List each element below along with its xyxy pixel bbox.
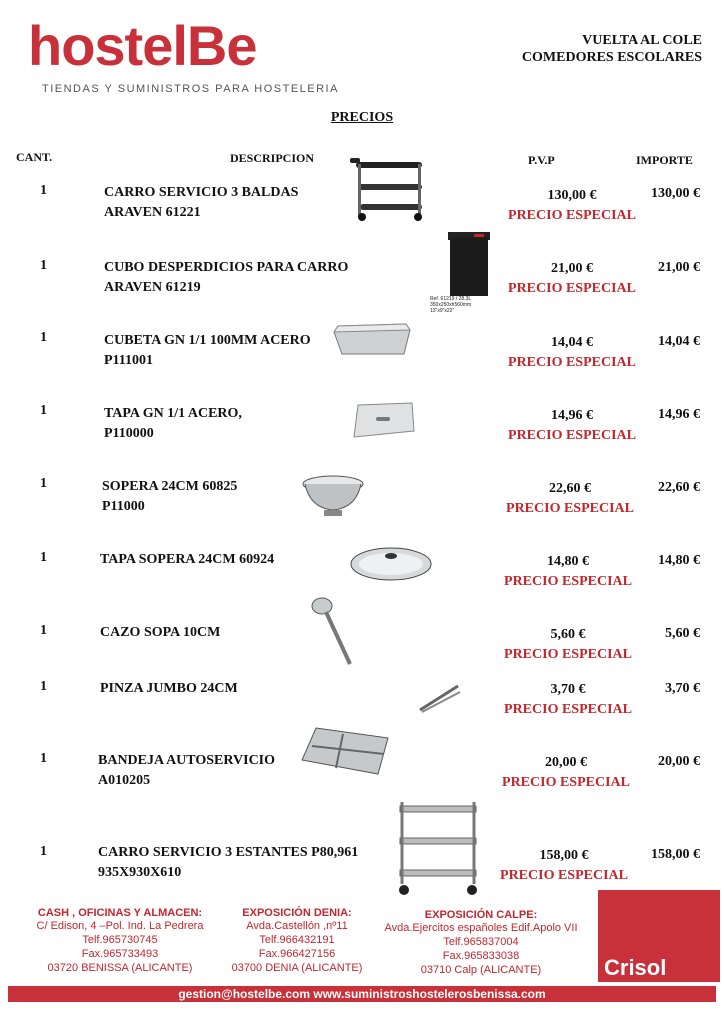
cash-line: Fax.965733493 <box>81 948 159 960</box>
item-description <box>100 550 274 570</box>
item-name: BANDEJA AUTOSERVICIO <box>98 753 276 768</box>
gastronorm-lid-image <box>352 401 416 441</box>
crisol-logo: Crisol <box>604 955 667 980</box>
bin-caption-line: Ref. 61219 / 28,3L <box>430 296 472 302</box>
item-name: SOPERA 24CM 60825 <box>102 479 238 494</box>
item-amount: 5,60 € <box>665 626 700 641</box>
campaign-heading <box>522 32 702 66</box>
item-qty: 1 <box>40 550 47 565</box>
steel-service-cart-image <box>392 800 484 898</box>
item-qty: 1 <box>40 330 47 345</box>
item-name: PINZA JUMBO 24CM <box>100 681 238 696</box>
item-pvp: 5,60 € <box>550 627 586 642</box>
special-price-label: PRECIO ESPECIAL <box>508 355 636 370</box>
item-description <box>104 183 298 223</box>
item-price <box>492 333 652 373</box>
item-pvp: 14,80 € <box>547 554 589 569</box>
waste-bin-image <box>444 230 494 300</box>
item-name: CUBO DESPERDICIOS PARA CARRO <box>104 260 349 275</box>
gastronorm-pan-image <box>330 320 412 358</box>
item-ref: ARAVEN 61221 <box>104 205 201 220</box>
company-tagline: TIENDAS Y SUMINISTROS PARA HOSTELERIA <box>42 83 339 95</box>
item-ref: P111001 <box>104 353 154 368</box>
service-cart-image <box>350 154 430 224</box>
cash-line: C/ Edison, 4 –Pol. Ind. La Pedrera <box>36 920 204 932</box>
item-ref: P110000 <box>104 426 154 441</box>
bin-caption-line: 350x250xh560mm <box>430 302 472 308</box>
item-description <box>100 679 238 699</box>
item-ref: A010205 <box>98 773 151 788</box>
bin-caption-line: 13"x9"x22" <box>430 308 455 314</box>
cash-line: 03720 BENISSA (ALICANTE) <box>47 962 193 974</box>
special-price-label: PRECIO ESPECIAL <box>506 501 634 516</box>
calpe-line: Telf.965837004 <box>443 936 519 948</box>
item-ref: 935X930X610 <box>98 865 182 880</box>
campaign-line-1: VUELTA AL COLE <box>582 33 702 48</box>
item-amount: 14,80 € <box>658 553 700 568</box>
item-price <box>492 259 652 299</box>
item-qty: 1 <box>40 844 47 859</box>
item-qty: 1 <box>40 476 47 491</box>
item-description <box>102 477 237 517</box>
item-qty: 1 <box>40 403 47 418</box>
item-qty: 1 <box>40 751 47 766</box>
cash-line: Telf.965730745 <box>82 934 158 946</box>
item-name: TAPA SOPERA 24CM 60924 <box>100 552 275 567</box>
bin-caption <box>430 296 471 314</box>
item-amount: 22,60 € <box>658 480 700 495</box>
item-qty: 1 <box>40 679 47 694</box>
item-ref: P11000 <box>102 499 145 514</box>
column-description: DESCRIPCION <box>230 151 315 165</box>
cash-address-block <box>20 907 220 975</box>
item-price <box>486 753 646 793</box>
contact-bar: gestion@hostelbe.com www.suministroshostelerosbenissa.com <box>8 986 716 1002</box>
item-ref: ARAVEN 61219 <box>104 280 201 295</box>
item-price <box>490 479 650 519</box>
denia-address-block <box>222 907 372 975</box>
calpe-line: Fax.965833038 <box>442 950 520 962</box>
item-amount: 3,70 € <box>665 681 700 696</box>
item-name: CAZO SOPA 10CM <box>100 625 221 640</box>
item-description <box>100 623 220 643</box>
item-price <box>484 846 644 886</box>
item-qty: 1 <box>40 183 47 198</box>
item-qty: 1 <box>40 258 47 273</box>
self-service-tray-image <box>298 724 394 778</box>
item-amount: 14,96 € <box>658 407 700 422</box>
item-description <box>104 331 311 371</box>
item-amount: 158,00 € <box>651 847 700 862</box>
column-qty: CANT. <box>16 150 53 164</box>
item-amount: 20,00 € <box>658 754 700 769</box>
item-pvp: 158,00 € <box>539 848 589 863</box>
item-amount: 14,04 € <box>658 334 700 349</box>
denia-line: Avda.Castellón ,nº11 <box>246 920 348 932</box>
cash-title: CASH , OFICINAS Y ALMACEN: <box>37 907 203 919</box>
item-amount: 130,00 € <box>651 186 700 201</box>
calpe-line: Avda.Ejercitos españoles Edif.Apolo VII <box>384 922 578 934</box>
campaign-line-2: COMEDORES ESCOLARES <box>521 50 702 65</box>
special-price-label: PRECIO ESPECIAL <box>500 868 628 883</box>
item-pvp: 130,00 € <box>547 188 597 203</box>
item-pvp: 14,04 € <box>551 335 593 350</box>
item-pvp: 20,00 € <box>545 755 587 770</box>
item-pvp: 14,96 € <box>551 408 593 423</box>
item-price <box>488 625 648 665</box>
special-price-label: PRECIO ESPECIAL <box>508 281 636 296</box>
item-price <box>488 552 648 592</box>
section-title: PRECIOS <box>330 110 394 125</box>
denia-title: EXPOSICIÓN DENIA: <box>242 907 352 919</box>
soup-tureen-image <box>300 472 366 520</box>
item-name: TAPA GN 1/1 ACERO, <box>104 406 242 421</box>
item-price <box>488 680 648 720</box>
item-description <box>104 404 242 444</box>
item-description <box>98 751 275 791</box>
special-price-label: PRECIO ESPECIAL <box>504 647 632 662</box>
item-description <box>104 258 348 298</box>
column-pvp: P.V.P <box>528 153 555 167</box>
soup-ladle-image <box>306 594 358 668</box>
tongs-image <box>416 682 462 714</box>
special-price-label: PRECIO ESPECIAL <box>508 428 636 443</box>
item-description <box>98 843 358 883</box>
item-name: CUBETA GN 1/1 100MM ACERO <box>104 333 311 348</box>
item-pvp: 22,60 € <box>549 481 591 496</box>
item-name: CARRO SERVICIO 3 ESTANTES P80,961 <box>98 845 359 860</box>
item-amount: 21,00 € <box>658 260 700 275</box>
item-name: CARRO SERVICIO 3 BALDAS <box>104 185 299 200</box>
item-pvp: 3,70 € <box>550 682 586 697</box>
denia-line: Telf.966432191 <box>259 934 335 946</box>
item-price <box>492 186 652 226</box>
item-qty: 1 <box>40 623 47 638</box>
special-price-label: PRECIO ESPECIAL <box>502 775 630 790</box>
tureen-lid-image <box>348 540 434 584</box>
special-price-label: PRECIO ESPECIAL <box>504 702 632 717</box>
item-pvp: 21,00 € <box>551 261 593 276</box>
item-price <box>492 406 652 446</box>
calpe-address-block <box>368 909 594 977</box>
special-price-label: PRECIO ESPECIAL <box>508 208 636 223</box>
company-logo: hostelBe <box>28 14 257 77</box>
denia-line: Fax.966427156 <box>258 948 336 960</box>
calpe-title: EXPOSICIÓN CALPE: <box>424 909 538 921</box>
special-price-label: PRECIO ESPECIAL <box>504 574 632 589</box>
calpe-line: 03710 Calp (ALICANTE) <box>420 964 542 976</box>
column-amount: IMPORTE <box>636 153 693 167</box>
denia-line: 03700 DENIA (ALICANTE) <box>231 962 363 974</box>
